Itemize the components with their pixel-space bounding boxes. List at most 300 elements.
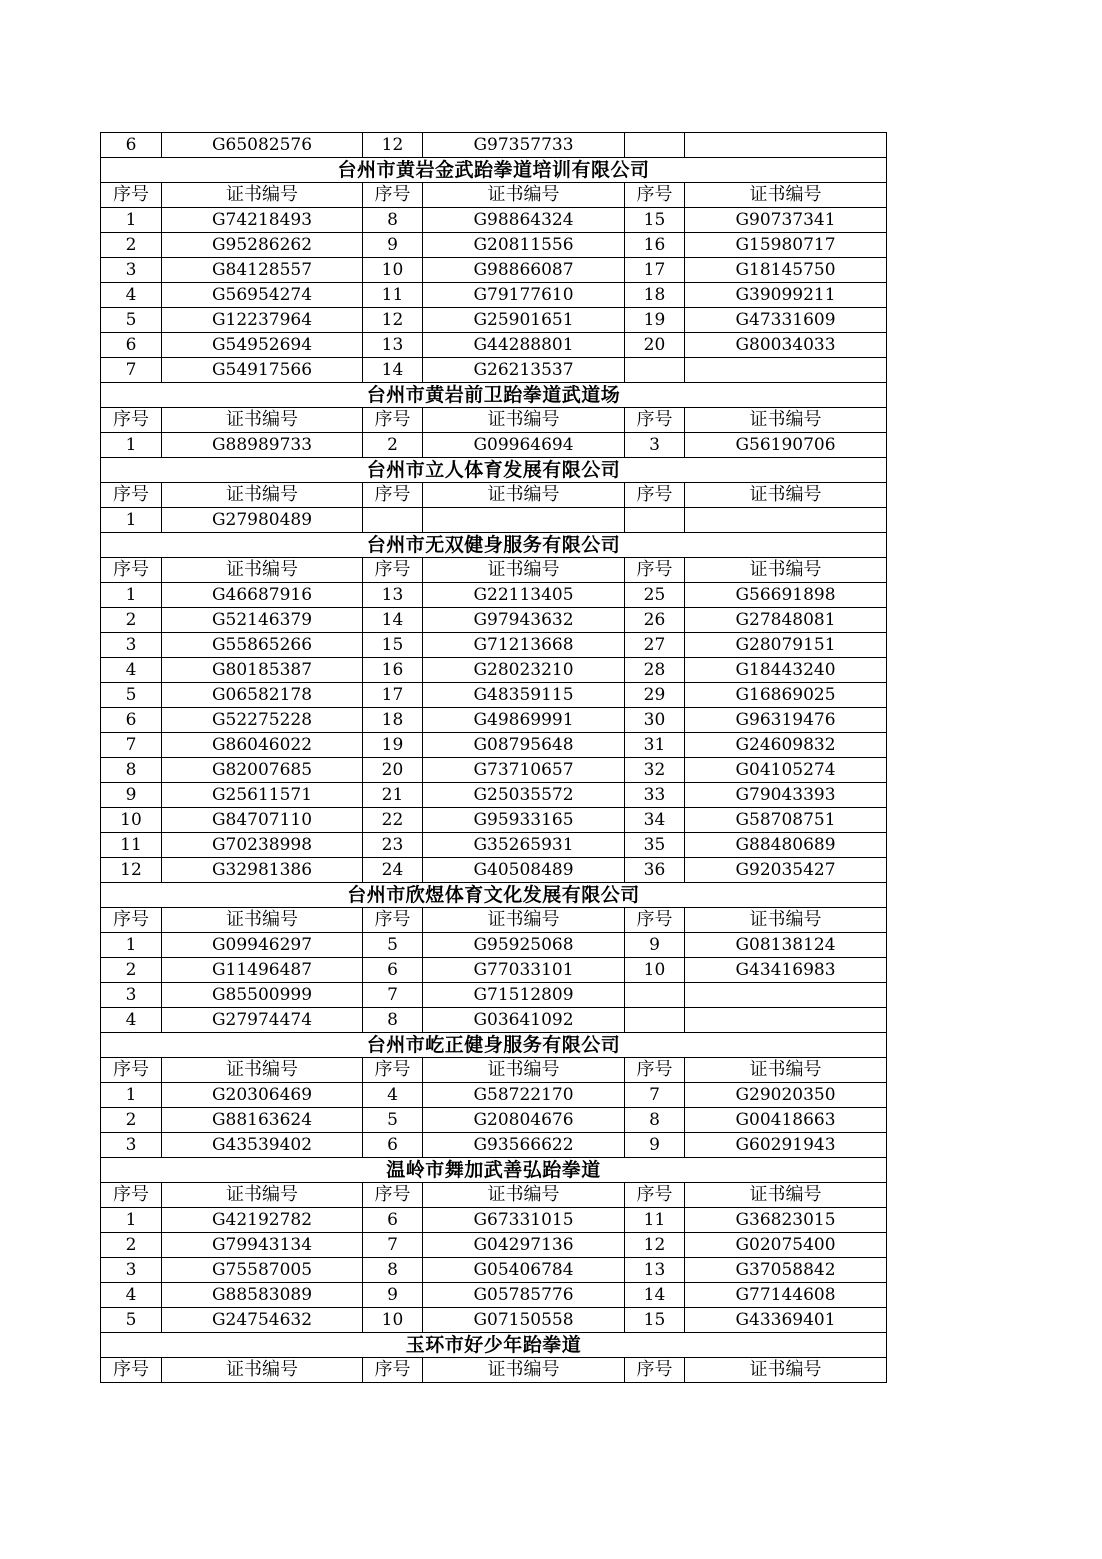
cert-cell: G84128557 — [162, 258, 363, 283]
cert-cell: G32981386 — [162, 858, 363, 883]
seq-cell — [625, 358, 685, 383]
seq-header: 序号 — [625, 183, 685, 208]
cert-cell: G73710657 — [423, 758, 625, 783]
seq-cell: 2 — [101, 958, 162, 983]
seq-cell: 21 — [363, 783, 423, 808]
cert-cell: G36823015 — [685, 1208, 887, 1233]
table-row — [101, 583, 887, 608]
seq-cell: 27 — [625, 633, 685, 658]
seq-cell: 13 — [363, 333, 423, 358]
seq-cell: 18 — [625, 283, 685, 308]
cert-cell: G52146379 — [162, 608, 363, 633]
cert-cell — [685, 133, 887, 158]
cert-header: 证书编号 — [685, 183, 887, 208]
table-row — [101, 358, 887, 383]
seq-cell: 10 — [101, 808, 162, 833]
seq-cell: 5 — [363, 933, 423, 958]
seq-cell: 25 — [625, 583, 685, 608]
table-row — [101, 658, 887, 683]
seq-cell: 29 — [625, 683, 685, 708]
seq-cell: 8 — [363, 208, 423, 233]
seq-header: 序号 — [625, 408, 685, 433]
cert-cell — [685, 508, 887, 533]
cert-cell: G09946297 — [162, 933, 363, 958]
table-row — [101, 683, 887, 708]
table-row — [101, 1208, 887, 1233]
section-title: 台州市欣煜体育文化发展有限公司 — [101, 883, 887, 908]
seq-cell: 14 — [363, 358, 423, 383]
table-row — [101, 983, 887, 1008]
seq-cell: 4 — [101, 1008, 162, 1033]
cert-cell: G06582178 — [162, 683, 363, 708]
table-row — [101, 258, 887, 283]
column-header-row — [101, 183, 887, 208]
cert-cell: G03641092 — [423, 1008, 625, 1033]
cert-cell: G11496487 — [162, 958, 363, 983]
cert-cell: G92035427 — [685, 858, 887, 883]
section-title-row — [101, 383, 887, 408]
column-header-row — [101, 1183, 887, 1208]
seq-cell: 4 — [101, 658, 162, 683]
seq-cell: 9 — [363, 1283, 423, 1308]
section-title: 台州市立人体育发展有限公司 — [101, 458, 887, 483]
cert-header: 证书编号 — [423, 1058, 625, 1083]
cert-header: 证书编号 — [685, 1183, 887, 1208]
seq-cell: 10 — [363, 1308, 423, 1333]
cert-cell: G46687916 — [162, 583, 363, 608]
seq-cell: 28 — [625, 658, 685, 683]
cert-cell: G75587005 — [162, 1258, 363, 1283]
cert-header: 证书编号 — [423, 408, 625, 433]
table-row — [101, 208, 887, 233]
table-row — [101, 1283, 887, 1308]
seq-cell: 6 — [363, 1208, 423, 1233]
cert-cell: G58708751 — [685, 808, 887, 833]
column-header-row — [101, 558, 887, 583]
cert-cell: G24609832 — [685, 733, 887, 758]
cert-cell: G70238998 — [162, 833, 363, 858]
table-row — [101, 1233, 887, 1258]
cert-header: 证书编号 — [423, 1358, 625, 1383]
seq-cell: 13 — [625, 1258, 685, 1283]
seq-cell — [625, 1008, 685, 1033]
table-row — [101, 433, 887, 458]
seq-cell: 32 — [625, 758, 685, 783]
table-row — [101, 858, 887, 883]
cert-cell: G47331609 — [685, 308, 887, 333]
cert-cell: G08138124 — [685, 933, 887, 958]
section-title: 台州市屹正健身服务有限公司 — [101, 1033, 887, 1058]
section-title-row — [101, 533, 887, 558]
seq-header: 序号 — [363, 183, 423, 208]
cert-cell: G07150558 — [423, 1308, 625, 1333]
seq-cell: 17 — [363, 683, 423, 708]
cert-cell — [685, 1008, 887, 1033]
cert-cell: G97943632 — [423, 608, 625, 633]
seq-cell: 6 — [101, 708, 162, 733]
cert-cell: G26213537 — [423, 358, 625, 383]
table-row — [101, 508, 887, 533]
cert-header: 证书编号 — [685, 1058, 887, 1083]
seq-header: 序号 — [101, 408, 162, 433]
seq-header: 序号 — [363, 483, 423, 508]
seq-cell: 8 — [363, 1258, 423, 1283]
seq-cell: 10 — [625, 958, 685, 983]
seq-cell: 7 — [363, 983, 423, 1008]
seq-cell — [625, 508, 685, 533]
seq-cell: 11 — [625, 1208, 685, 1233]
cert-cell: G86046022 — [162, 733, 363, 758]
cert-cell: G60291943 — [685, 1133, 887, 1158]
seq-cell: 30 — [625, 708, 685, 733]
cert-cell: G80034033 — [685, 333, 887, 358]
seq-cell: 24 — [363, 858, 423, 883]
cert-header: 证书编号 — [423, 558, 625, 583]
cert-cell: G27848081 — [685, 608, 887, 633]
seq-cell: 23 — [363, 833, 423, 858]
cert-header: 证书编号 — [162, 483, 363, 508]
cert-cell: G71213668 — [423, 633, 625, 658]
table-row — [101, 283, 887, 308]
seq-cell: 2 — [101, 1233, 162, 1258]
table-row — [101, 783, 887, 808]
cert-header: 证书编号 — [685, 908, 887, 933]
seq-header: 序号 — [363, 1183, 423, 1208]
seq-cell: 6 — [101, 133, 162, 158]
table-row — [101, 233, 887, 258]
section-title-row — [101, 158, 887, 183]
seq-cell: 3 — [101, 1258, 162, 1283]
seq-header: 序号 — [101, 183, 162, 208]
cert-cell: G84707110 — [162, 808, 363, 833]
cert-cell: G95925068 — [423, 933, 625, 958]
seq-cell: 3 — [625, 433, 685, 458]
cert-cell: G65082576 — [162, 133, 363, 158]
seq-header: 序号 — [363, 908, 423, 933]
cert-cell: G09964694 — [423, 433, 625, 458]
table-row — [101, 1083, 887, 1108]
seq-cell: 13 — [363, 583, 423, 608]
cert-cell: G18145750 — [685, 258, 887, 283]
cert-header: 证书编号 — [162, 1358, 363, 1383]
cert-header: 证书编号 — [162, 1058, 363, 1083]
cert-cell: G25611571 — [162, 783, 363, 808]
cert-header: 证书编号 — [162, 558, 363, 583]
cert-cell: G56954274 — [162, 283, 363, 308]
cert-cell: G43539402 — [162, 1133, 363, 1158]
seq-header: 序号 — [101, 1183, 162, 1208]
seq-cell: 12 — [625, 1233, 685, 1258]
seq-cell: 22 — [363, 808, 423, 833]
seq-cell: 3 — [101, 258, 162, 283]
seq-header: 序号 — [625, 558, 685, 583]
seq-cell: 10 — [363, 258, 423, 283]
cert-cell — [423, 508, 625, 533]
seq-cell: 11 — [101, 833, 162, 858]
seq-cell: 9 — [363, 233, 423, 258]
cert-cell: G05406784 — [423, 1258, 625, 1283]
column-header-row — [101, 408, 887, 433]
cert-header: 证书编号 — [685, 408, 887, 433]
cert-header: 证书编号 — [162, 408, 363, 433]
seq-cell: 20 — [625, 333, 685, 358]
section-title-row — [101, 1158, 887, 1183]
cert-cell: G88480689 — [685, 833, 887, 858]
seq-cell: 8 — [363, 1008, 423, 1033]
seq-header: 序号 — [625, 1358, 685, 1383]
seq-cell: 26 — [625, 608, 685, 633]
cert-cell: G49869991 — [423, 708, 625, 733]
seq-cell: 15 — [625, 1308, 685, 1333]
cert-cell: G97357733 — [423, 133, 625, 158]
seq-cell — [625, 983, 685, 1008]
seq-cell — [625, 133, 685, 158]
cert-cell: G54917566 — [162, 358, 363, 383]
cert-cell: G28079151 — [685, 633, 887, 658]
seq-header: 序号 — [101, 1058, 162, 1083]
cert-cell: G71512809 — [423, 983, 625, 1008]
seq-cell: 8 — [625, 1108, 685, 1133]
cert-header: 证书编号 — [685, 1358, 887, 1383]
cert-cell: G88163624 — [162, 1108, 363, 1133]
section-title-row — [101, 458, 887, 483]
seq-cell: 1 — [101, 433, 162, 458]
cert-cell: G43369401 — [685, 1308, 887, 1333]
seq-cell: 16 — [363, 658, 423, 683]
seq-cell: 19 — [625, 308, 685, 333]
seq-cell: 2 — [363, 433, 423, 458]
seq-cell: 12 — [363, 133, 423, 158]
seq-cell: 18 — [363, 708, 423, 733]
seq-cell: 1 — [101, 933, 162, 958]
cert-cell: G00418663 — [685, 1108, 887, 1133]
seq-cell: 11 — [363, 283, 423, 308]
cert-header: 证书编号 — [423, 483, 625, 508]
seq-cell: 33 — [625, 783, 685, 808]
seq-cell: 16 — [625, 233, 685, 258]
seq-cell: 8 — [101, 758, 162, 783]
cert-cell: G90737341 — [685, 208, 887, 233]
cert-cell: G15980717 — [685, 233, 887, 258]
table-row — [101, 308, 887, 333]
cert-cell: G48359115 — [423, 683, 625, 708]
seq-cell: 2 — [101, 233, 162, 258]
seq-cell: 5 — [101, 683, 162, 708]
cert-cell: G79943134 — [162, 1233, 363, 1258]
cert-cell: G28023210 — [423, 658, 625, 683]
seq-cell: 35 — [625, 833, 685, 858]
cert-cell: G77144608 — [685, 1283, 887, 1308]
cert-cell: G12237964 — [162, 308, 363, 333]
seq-cell: 1 — [101, 508, 162, 533]
seq-header: 序号 — [101, 1358, 162, 1383]
seq-header: 序号 — [363, 1358, 423, 1383]
cert-cell: G05785776 — [423, 1283, 625, 1308]
seq-cell: 7 — [625, 1083, 685, 1108]
table-row — [101, 1133, 887, 1158]
seq-cell: 17 — [625, 258, 685, 283]
cert-cell: G04297136 — [423, 1233, 625, 1258]
certificate-table — [100, 132, 887, 1383]
cert-cell: G82007685 — [162, 758, 363, 783]
cert-header: 证书编号 — [685, 558, 887, 583]
cert-cell: G88989733 — [162, 433, 363, 458]
seq-cell: 5 — [101, 308, 162, 333]
seq-cell: 6 — [363, 958, 423, 983]
cert-header: 证书编号 — [423, 1183, 625, 1208]
cert-cell: G04105274 — [685, 758, 887, 783]
cert-cell: G44288801 — [423, 333, 625, 358]
cert-cell: G08795648 — [423, 733, 625, 758]
cert-cell: G88583089 — [162, 1283, 363, 1308]
seq-cell: 15 — [625, 208, 685, 233]
table-row — [101, 933, 887, 958]
cert-cell: G56691898 — [685, 583, 887, 608]
cert-cell: G20804676 — [423, 1108, 625, 1133]
seq-cell: 3 — [101, 983, 162, 1008]
cert-cell: G16869025 — [685, 683, 887, 708]
seq-header: 序号 — [363, 1058, 423, 1083]
column-header-row — [101, 1058, 887, 1083]
section-title-row — [101, 883, 887, 908]
cert-cell: G93566622 — [423, 1133, 625, 1158]
seq-cell: 9 — [625, 1133, 685, 1158]
cert-cell: G58722170 — [423, 1083, 625, 1108]
column-header-row — [101, 1358, 887, 1383]
seq-header: 序号 — [625, 1183, 685, 1208]
cert-cell: G67331015 — [423, 1208, 625, 1233]
seq-header: 序号 — [363, 408, 423, 433]
table-row — [101, 833, 887, 858]
cert-cell: G20306469 — [162, 1083, 363, 1108]
continuation-row — [101, 133, 887, 158]
seq-cell: 4 — [101, 1283, 162, 1308]
seq-header: 序号 — [625, 908, 685, 933]
cert-cell: G55865266 — [162, 633, 363, 658]
seq-cell: 1 — [101, 583, 162, 608]
seq-cell: 20 — [363, 758, 423, 783]
cert-cell: G56190706 — [685, 433, 887, 458]
cert-header: 证书编号 — [162, 908, 363, 933]
seq-cell: 36 — [625, 858, 685, 883]
seq-cell: 14 — [625, 1283, 685, 1308]
section-title: 台州市黄岩前卫跆拳道武道场 — [101, 383, 887, 408]
table-row — [101, 733, 887, 758]
cert-cell: G98864324 — [423, 208, 625, 233]
seq-header: 序号 — [101, 483, 162, 508]
seq-cell: 5 — [101, 1308, 162, 1333]
seq-cell: 9 — [625, 933, 685, 958]
seq-header: 序号 — [101, 908, 162, 933]
cert-cell: G77033101 — [423, 958, 625, 983]
cert-cell: G29020350 — [685, 1083, 887, 1108]
cert-cell: G96319476 — [685, 708, 887, 733]
cert-cell: G98866087 — [423, 258, 625, 283]
cert-header: 证书编号 — [423, 908, 625, 933]
seq-cell: 7 — [101, 733, 162, 758]
column-header-row — [101, 908, 887, 933]
cert-cell — [685, 358, 887, 383]
seq-cell: 15 — [363, 633, 423, 658]
section-title: 温岭市舞加武善弘跆拳道 — [101, 1158, 887, 1183]
cert-cell: G43416983 — [685, 958, 887, 983]
cert-cell: G80185387 — [162, 658, 363, 683]
seq-cell: 31 — [625, 733, 685, 758]
cert-cell: G79177610 — [423, 283, 625, 308]
table-row — [101, 633, 887, 658]
table-row — [101, 333, 887, 358]
seq-cell: 4 — [363, 1083, 423, 1108]
section-title-row — [101, 1033, 887, 1058]
cert-cell: G02075400 — [685, 1233, 887, 1258]
seq-cell: 4 — [101, 283, 162, 308]
seq-cell — [363, 508, 423, 533]
seq-cell: 9 — [101, 783, 162, 808]
cert-cell: G27980489 — [162, 508, 363, 533]
cert-cell: G52275228 — [162, 708, 363, 733]
table-row — [101, 708, 887, 733]
seq-cell: 1 — [101, 1083, 162, 1108]
column-header-row — [101, 483, 887, 508]
table-row — [101, 808, 887, 833]
seq-cell: 7 — [363, 1233, 423, 1258]
seq-cell: 2 — [101, 608, 162, 633]
cert-cell: G95933165 — [423, 808, 625, 833]
cert-header: 证书编号 — [162, 1183, 363, 1208]
certificate-table-body — [101, 133, 887, 1383]
seq-cell: 1 — [101, 208, 162, 233]
seq-cell: 7 — [101, 358, 162, 383]
cert-cell: G18443240 — [685, 658, 887, 683]
cert-header: 证书编号 — [162, 183, 363, 208]
seq-cell: 12 — [363, 308, 423, 333]
cert-cell: G20811556 — [423, 233, 625, 258]
cert-cell: G79043393 — [685, 783, 887, 808]
table-row — [101, 1258, 887, 1283]
seq-cell: 3 — [101, 1133, 162, 1158]
seq-cell: 5 — [363, 1108, 423, 1133]
seq-cell: 19 — [363, 733, 423, 758]
section-title-row — [101, 1333, 887, 1358]
cert-cell: G27974474 — [162, 1008, 363, 1033]
section-title: 玉环市好少年跆拳道 — [101, 1333, 887, 1358]
cert-cell: G95286262 — [162, 233, 363, 258]
table-row — [101, 1008, 887, 1033]
section-title: 台州市黄岩金武跆拳道培训有限公司 — [101, 158, 887, 183]
cert-cell: G24754632 — [162, 1308, 363, 1333]
seq-header: 序号 — [101, 558, 162, 583]
cert-cell: G42192782 — [162, 1208, 363, 1233]
cert-cell — [685, 983, 887, 1008]
cert-cell: G74218493 — [162, 208, 363, 233]
table-row — [101, 1308, 887, 1333]
cert-header: 证书编号 — [685, 483, 887, 508]
section-title: 台州市无双健身服务有限公司 — [101, 533, 887, 558]
seq-cell: 3 — [101, 633, 162, 658]
cert-cell: G85500999 — [162, 983, 363, 1008]
seq-cell: 12 — [101, 858, 162, 883]
seq-cell: 14 — [363, 608, 423, 633]
seq-cell: 1 — [101, 1208, 162, 1233]
seq-cell: 6 — [363, 1133, 423, 1158]
cert-cell: G40508489 — [423, 858, 625, 883]
cert-cell: G25035572 — [423, 783, 625, 808]
table-row — [101, 758, 887, 783]
seq-header: 序号 — [625, 1058, 685, 1083]
cert-cell: G39099211 — [685, 283, 887, 308]
table-row — [101, 608, 887, 633]
seq-cell: 34 — [625, 808, 685, 833]
